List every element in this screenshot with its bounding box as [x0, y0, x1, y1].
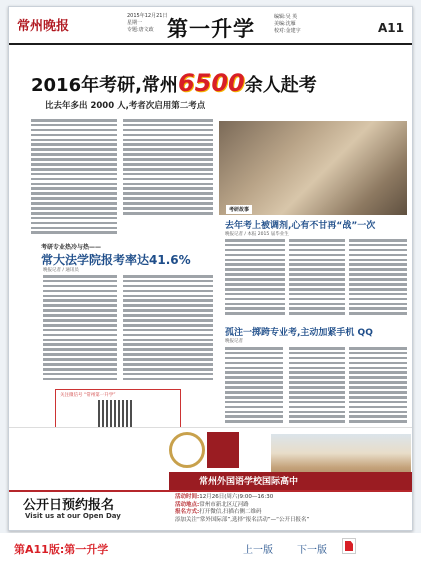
college-shield-icon [207, 432, 239, 468]
story-3-title[interactable]: 常大法学院报考率达41.6% [41, 253, 191, 267]
staff-proofreader: 校对:金建宇 [274, 28, 301, 34]
next-edition-link[interactable]: 下一版 [297, 545, 327, 556]
story-3-column-2[interactable] [123, 275, 213, 383]
ad-signup-value: 打开微信,扫描右侧二维码 [199, 509, 262, 515]
story-4-column-3[interactable] [349, 347, 407, 427]
section-title: 第一升学 [167, 16, 255, 41]
main-subheadline: 比去年多出 2000 人,考者次启用第二考点 [45, 101, 206, 111]
page-number: A11 [378, 21, 404, 35]
page-footer [0, 533, 421, 567]
ad-time-label: 活动时间: [175, 494, 200, 500]
photo-caption: 考研故事 [226, 205, 252, 214]
newspaper-logo: 常州晚报 [17, 19, 70, 34]
issue-date: 2015年12月21日 [127, 13, 168, 19]
ad-time-value: 12月26日(周六)9:00—16:30 [199, 494, 274, 500]
story-4-byline: 晚报记者 [225, 339, 243, 344]
headline-part-2: 余人赴考 [244, 75, 317, 96]
ad-place-value: 常州市新北区辽河路 [199, 501, 249, 508]
ad-place-label: 活动地点: [175, 501, 200, 508]
previous-edition-link[interactable]: 上一版 [243, 545, 273, 556]
pdf-icon[interactable] [342, 538, 356, 554]
ad-signup-label: 报名方式: [175, 509, 200, 515]
ad-open-day-english: Visit us at our Open Day [25, 512, 121, 520]
school-advertisement[interactable] [9, 427, 413, 531]
issue-info [127, 13, 167, 34]
article-column-2[interactable] [123, 119, 213, 219]
staff-designer: 美编:沈雁 [274, 21, 296, 27]
article-column-1[interactable] [31, 119, 117, 237]
edition-label: 第A11版:第一升学 [14, 543, 109, 556]
story-4-title[interactable]: 孤注一掷跨专业考,主动加紧手机 QQ [225, 328, 373, 338]
story-4-column-1[interactable] [225, 347, 283, 427]
ad-signup-instructions: 添加关注“常外国际部”,选择“报名活动”—“公开日报名” [175, 516, 310, 523]
story-3-column-1[interactable] [43, 275, 117, 383]
story-3-kicker: 考研专业热冷与热—— [41, 244, 102, 251]
story-3-byline: 晚报记者 / 通讯员 [43, 268, 79, 273]
issue-weekday: 星期一 [127, 20, 143, 26]
ad-open-day-title: 公开日预约报名 [23, 498, 115, 513]
issue-editor: 专题:唐文政 [127, 27, 154, 33]
story-2-byline: 晚报记者 / 本报 2015 届毕业生 [225, 232, 289, 237]
ad-school-name: 常州外国语学校国际高中 [199, 477, 299, 487]
main-headline[interactable] [31, 69, 317, 97]
story-2-column-2[interactable] [289, 239, 345, 321]
story-4-column-2[interactable] [289, 347, 345, 427]
story-2-column-1[interactable] [225, 239, 285, 321]
headline-number: 6500 [177, 69, 245, 97]
qr-heading: 关注微信号 “常州第一升学” [60, 393, 116, 398]
ad-event-info [175, 494, 309, 524]
headline-part-1: 2016年考研,常州 [31, 75, 178, 96]
newspaper-page[interactable] [8, 6, 413, 531]
school-crest-icon [169, 432, 205, 468]
masthead [9, 7, 413, 45]
qr-code-icon [98, 400, 132, 430]
staff-editor: 编辑:吴 英 [274, 14, 298, 20]
exam-hall-photo[interactable] [219, 121, 407, 215]
staff-info [274, 14, 301, 35]
story-2-column-3[interactable] [349, 239, 407, 321]
story-2-title[interactable]: 去年考上被调剂,心有不甘再“战”一次 [225, 221, 376, 231]
